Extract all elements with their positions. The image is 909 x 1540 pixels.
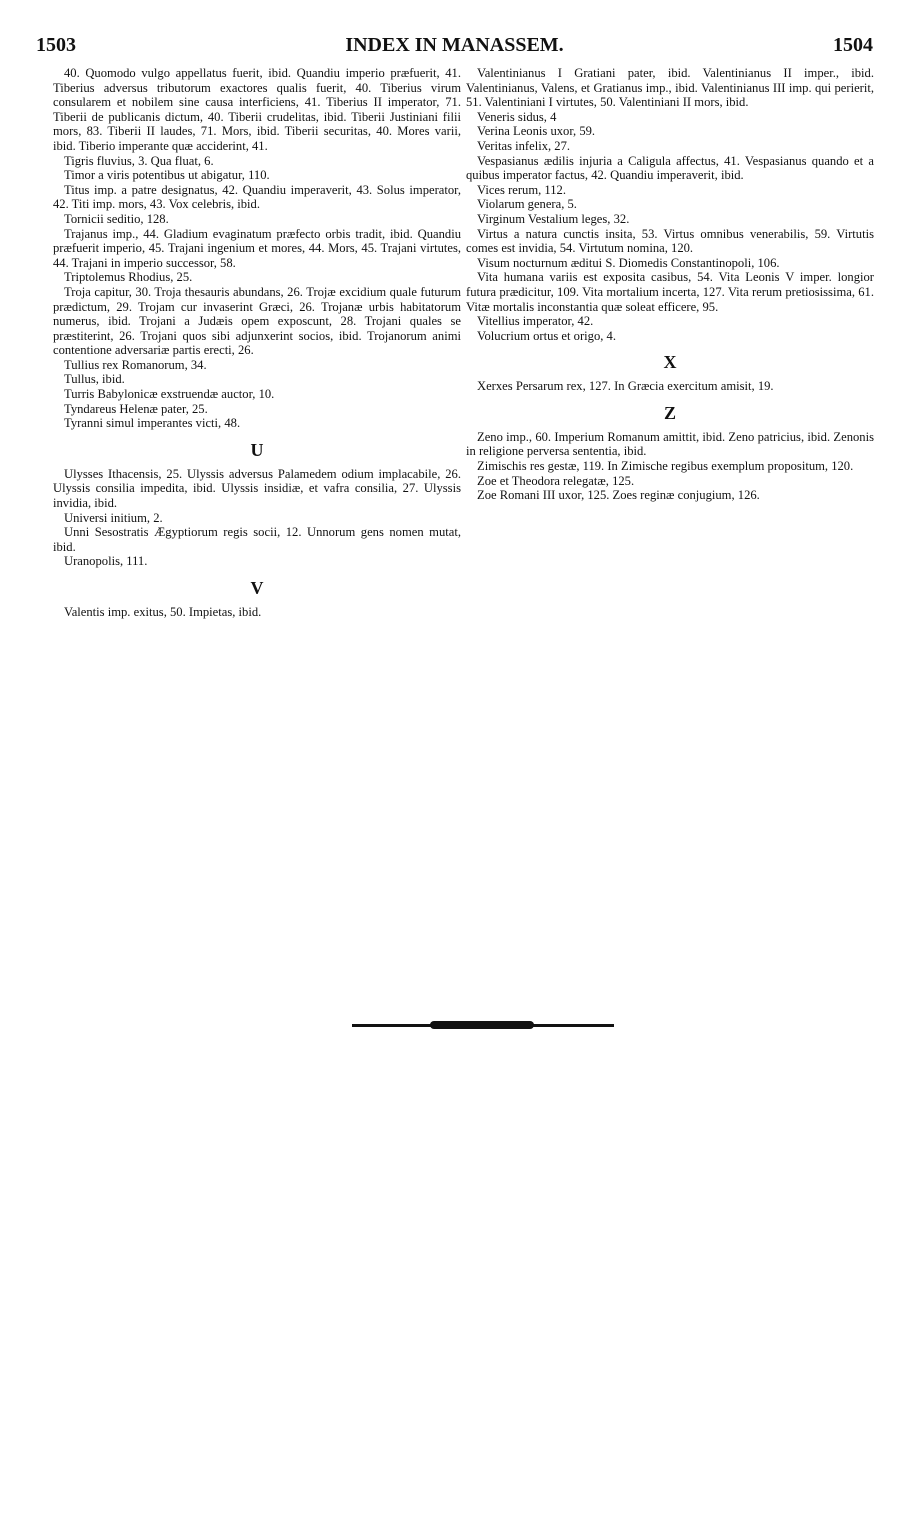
index-entry: Virtus a natura cunctis insita, 53. Virtus omnibus venerabilis, 59. Virtutis comes est invidia, 54. Virtutum nomina, 120.: [466, 226, 874, 256]
index-entry: Zimischis res gestæ, 119. In Zimische regibus exemplum propositum, 120.: [477, 459, 854, 474]
index-entry: Tigris fluvius, 3. Qua fluat, 6.: [64, 153, 214, 168]
section-letter-z: Z: [663, 402, 676, 423]
end-ornament-swell: [430, 1021, 534, 1029]
index-entry: Zoe et Theodora relegatæ, 125.: [477, 473, 635, 488]
index-entry: Veritas infelix, 27.: [477, 138, 571, 153]
index-entry: Trajanus imp., 44. Gladium evaginatum præfecto orbis tradit, ibid. Quandiu præfuerit imperio, 45. Trajani ingenium et mores, 44. Mors, 45. Trajani virtutes, 44. Trajani in imperio successor, 58.: [53, 226, 461, 270]
index-entry: Vices rerum, 112.: [477, 182, 567, 197]
index-entry: Visum nocturnum æditui S. Diomedis Constantinopoli, 106.: [477, 255, 780, 270]
index-entry: Uranopolis, 111.: [64, 554, 148, 569]
section-letter-x: X: [663, 352, 677, 373]
index-entry: Veneris sidus, 4: [477, 109, 557, 124]
index-entry: Xerxes Persarum rex, 127. In Græcia exercitum amisit, 19.: [477, 379, 774, 394]
index-entry: Titus imp. a patre designatus, 42. Quandiu imperaverit, 43. Solus imperator, 42. Titi imp. mors, 43. Vox celebris, ibid.: [53, 182, 461, 212]
index-entry: Virginum Vestalium leges, 32.: [477, 211, 630, 226]
right-page-number: 1504: [833, 34, 873, 56]
left-page-number: 1503: [36, 34, 76, 56]
index-entry: Volucrium ortus et origo, 4.: [477, 328, 616, 343]
index-entry: Zeno imp., 60. Imperium Romanum amittit, ibid. Zeno patricius, ibid. Zenonis in religione perversa sententia, ibid.: [466, 429, 874, 459]
index-entry: Turris Babylonicæ exstruendæ auctor, 10.: [64, 387, 275, 402]
index-entry: Timor a viris potentibus ut abigatur, 110.: [64, 168, 270, 183]
index-entry: Vespasianus ædilis injuria a Caligula affectus, 41. Vespasianus quando et a quibus imperator factus, 42. Quandiu imperaverit, ibid.: [466, 153, 874, 183]
left-column: [53, 66, 461, 620]
index-entry: Unni Sesostratis Ægyptiorum regis socii, 12. Unnorum gens nomen mutat, ibid.: [53, 525, 461, 554]
right-column: [466, 66, 874, 503]
index-entry: Triptolemus Rhodius, 25.: [64, 270, 193, 285]
index-entry: Tullius rex Romanorum, 34.: [64, 357, 207, 372]
index-entry: Vitellius imperator, 42.: [477, 314, 594, 329]
page-header: [36, 34, 873, 60]
index-entry: Vita humana variis est exposita casibus, 54. Vita Leonis V imper. longior futura prædicitur, 109. Vita mortalium incerta, 127. Vita rerum pretiosissima, 61. Vitæ mortalis inconstantia quæ soleat efficere, 95.: [466, 270, 874, 314]
page-title: INDEX IN MANASSEM.: [345, 34, 564, 56]
index-entry: Valentinianus I Gratiani pater, ibid. Valentinianus II imper., ibid. Valentinianus, Valens, et Gratianus imp., ibid. Valentinianus III imp. qui perierit, 51. Valentiniani I virtutes, 50. Valentiniani II mors, ibid.: [466, 66, 874, 110]
index-entry: Universi initium, 2.: [64, 510, 163, 525]
index-entry: Tyndareus Helenæ pater, 25.: [64, 401, 208, 416]
index-entry: Tullus, ibid.: [64, 372, 125, 387]
index-entry: Tornicii seditio, 128.: [64, 211, 169, 226]
index-entry: Verina Leonis uxor, 59.: [477, 124, 596, 139]
index-entry: Ulysses Ithacensis, 25. Ulyssis adversus Palamedem odium implacabile, 26. Ulyssis consilia impedita, ibid. Ulyssis insidiæ, et vafra consilia, 27. Ulyssis invidia, ibid.: [53, 466, 461, 511]
section-letter-u: U: [250, 439, 264, 460]
index-entry: Violarum genera, 5.: [477, 197, 577, 212]
index-entry: Valentis imp. exitus, 50. Impietas, ibid.: [64, 605, 262, 619]
index-entry: Zoe Romani III uxor, 125. Zoes reginæ conjugium, 126.: [477, 488, 760, 503]
index-entry: 40. Quomodo vulgo appellatus fuerit, ibid. Quandiu imperio præfuerit, 41. Tiberius adversus tributorum exactores qualis fuerit, 40. Tiberius virum consularem et nobilem sine causa interficiens, 41. Tiberius II imperator, 71. Tiberii de publicanis dictum, 40. Tiberii crudelitas, ibid. Tiberii Justiniani filii mors, 83. Tiberii II laudes, 71. Mors, ibid. Tiberii securitas, 40. Mores varii, ibid. Tiberio imperante quæ acciderint, 41.: [53, 66, 461, 153]
index-entry: Tyranni simul imperantes victi, 48.: [64, 416, 241, 431]
section-letter-v: V: [250, 578, 264, 598]
index-entry: Troja capitur, 30. Troja thesauris abundans, 26. Trojæ excidium quale futurum prædictum, 29. Trojam cur invaserint Græci, 26. Trojanæ urbis habitatorum numerus, ibid. Trojani a Judæis opem exposcunt, 28. Trojani quales se præstiterint, 26. Trojani quos sibi adjunxerint socios, ibid. Trojanorum animi contentione adversariæ partis erecti, 26.: [53, 284, 461, 358]
